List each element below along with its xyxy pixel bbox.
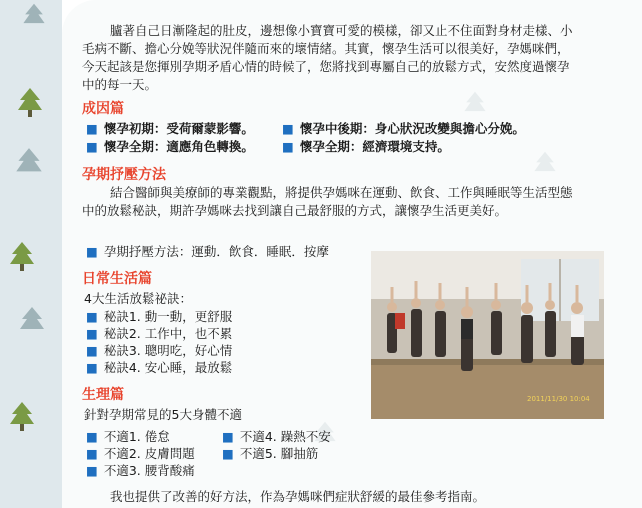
christmas-tree-icon: [462, 90, 488, 120]
list-item: ■ 秘訣4. 安心睡，最放鬆: [86, 360, 233, 375]
christmas-tree-icon: [16, 86, 44, 120]
list-item: ■ 不適3. 腰背酸痛: [86, 463, 195, 478]
left-decorative-band: [0, 0, 62, 508]
relief-paragraph: 結合醫師與美療師的專業觀點，將提供孕媽咪在運動、飲食、工作與睡眠等生活型態中的放鬆秘訣，期許孕媽咪去找到讓自己最舒服的方式，讓懷孕生活更美好。: [82, 185, 573, 218]
christmas-tree-icon: [532, 150, 558, 180]
physio-intro: 針對孕期常見的5大身體不適: [84, 407, 242, 422]
bullet-icon: ■: [86, 139, 98, 154]
daily-intro: 4大生活放鬆祕訣：: [84, 291, 192, 306]
list-item: ■ 不適2. 皮膚問題: [86, 446, 195, 461]
christmas-tree-icon: [8, 240, 36, 274]
bullet-icon: ■: [222, 446, 234, 461]
bullet-icon: ■: [86, 244, 98, 259]
bullet-icon: ■: [86, 309, 98, 324]
section-heading-relief: 孕期抒壓方法: [82, 167, 166, 183]
bullet-icon: ■: [86, 326, 98, 341]
bullet-icon: ■: [86, 446, 98, 461]
list-item: ■ 秘訣3. 聰明吃，好心情: [86, 343, 233, 358]
list-item: ■ 懷孕初期：受荷爾蒙影響。: [86, 121, 254, 136]
section-heading-physio: 生理篇: [82, 387, 124, 403]
intro-paragraph: 臚著自己日漸隆起的肚皮，邊想像小寶寶可愛的模樣，卻又止不住面對身材走樣、小毛病不斷、擔心分娩等狀況伴隨而來的壞情緒。其實，懷孕生活可以很美好，孕媽咪們，今天起該是您揮別孕期矛盾心情的時候了，您將找到專屬自己的放鬆方式，安然度過懷孕中的每一天。: [82, 23, 573, 92]
list-item: ■ 不適1. 倦怠: [86, 429, 170, 444]
bullet-icon: ■: [282, 139, 294, 154]
christmas-tree-icon: [20, 2, 48, 32]
bullet-icon: ■: [222, 429, 234, 444]
christmas-tree-icon: [8, 400, 36, 434]
bullet-icon: ■: [282, 121, 294, 136]
list-item: ■ 不適4. 躁熱不安: [222, 429, 331, 444]
list-item: ■ 不適5. 腳抽筋: [222, 446, 319, 461]
bullet-icon: ■: [86, 429, 98, 444]
bullet-icon: ■: [86, 360, 98, 375]
photo-timestamp: 2011/11/30 10:04: [527, 395, 590, 403]
list-item: ■ 懷孕全期：適應角色轉換。: [86, 139, 254, 154]
christmas-tree-icon: [14, 146, 44, 182]
list-item: ■ 孕期抒壓方法：運動．飲食．睡眠．按摩: [86, 244, 329, 259]
christmas-tree-icon: [18, 305, 46, 339]
bullet-icon: ■: [86, 121, 98, 136]
list-item: ■ 懷孕全期：經濟環境支持。: [282, 139, 450, 154]
yoga-class-photo: [371, 251, 604, 419]
section-heading-causes: 成因篇: [82, 101, 124, 117]
bullet-icon: ■: [86, 343, 98, 358]
list-item: ■ 秘訣2. 工作中，也不累: [86, 326, 233, 341]
footer-text: 我也提供了改善的好方法，作為孕媽咪們症狀舒緩的最佳參考指南。: [110, 489, 486, 504]
bullet-icon: ■: [86, 463, 98, 478]
section-heading-daily: 日常生活篇: [82, 271, 152, 287]
list-item: ■ 秘訣1. 動一動，更舒服: [86, 309, 233, 324]
list-item: ■ 懷孕中後期：身心狀況改變與擔心分娩。: [282, 121, 525, 136]
